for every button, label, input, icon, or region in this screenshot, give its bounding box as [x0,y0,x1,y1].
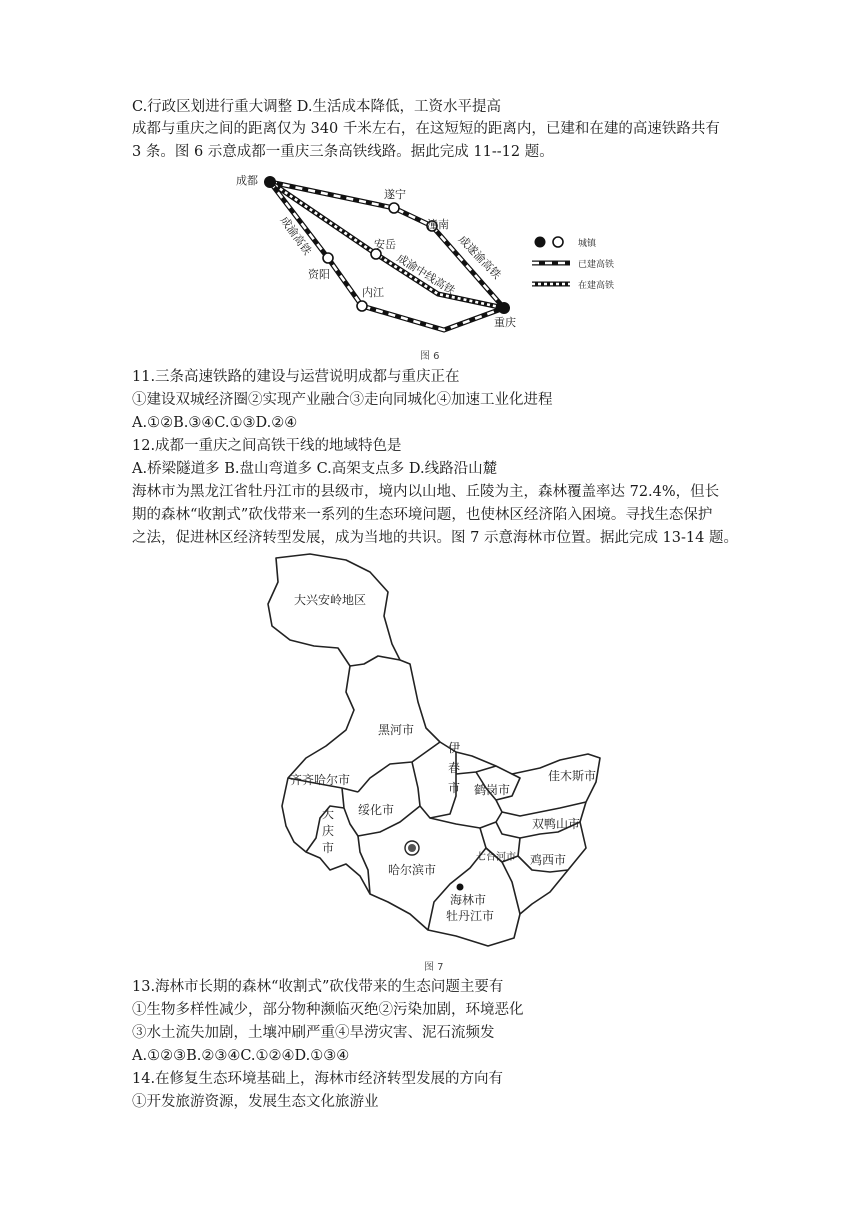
chengdu-label: 成都 [236,174,258,187]
region-label-char: 庆 [322,824,335,838]
chengyu-middle-line-label: 成渝中线高铁 [394,251,458,298]
region-label-char: 春 [448,761,461,775]
region-label-hailin: 海林市 [450,893,487,907]
region-label-yichun [448,741,460,795]
figure-7-caption: 图 7 [424,962,444,973]
region-label-qitaihe: 七台河市 [476,852,516,863]
question-13-items-line-1: ①生物多样性减少，部分物种濒临灭绝②污染加剧，环境恶化 [132,1002,524,1018]
region-label-jiamusi: 佳木斯市 [548,769,597,783]
question-11-stem: 11.三条高速铁路的建设与运营说明成都与重庆正在 [132,369,460,385]
neijiang-label: 内江 [362,286,384,299]
region-label-heihe: 黑河市 [378,723,415,737]
region-label-harbin: 哈尔滨市 [388,863,437,877]
anyue-label: 安岳 [374,238,396,251]
figure-6-legend [532,237,614,292]
neijiang-town-dot [357,301,367,311]
suining-label: 遂宁 [384,188,406,201]
hailin-paragraph-line-3: 之法，促进林区经济转型发展，成为当地的共识。图 7 示意海林市位置。据此完成 13-14 题。 [132,530,738,546]
figure-7-heilongjiang-map [250,552,620,952]
region-label-hegang: 鹤岗市 [474,783,511,797]
chengdu-city-dot [264,176,276,188]
province-outline [268,554,600,946]
question-11-options: A.①②B.③④C.①③D.②④ [132,415,298,431]
question-14-stem: 14.在修复生态环境基础上，海林市经济转型发展的方向有 [132,1071,504,1087]
region-label-char: 大 [322,807,335,821]
question-12-options: A.桥梁隧道多 B.盘山弯道多 C.高架支点多 D.线路沿山麓 [132,461,498,477]
question-11-items: ①建设双城经济圈②实现产业融合③走向同城化④加速工业化进程 [132,392,553,408]
intro-paragraph-line-2: 3 条。图 6 示意成都一重庆三条高铁线路。据此完成 11--12 题。 [132,144,554,160]
region-label-qiqihar: 齐齐哈尔市 [290,773,351,787]
question-13-options: A.①②③B.②③④C.①②④D.①③④ [132,1048,350,1064]
legend-city-dot [535,237,546,248]
region-label-jixi: 鸡西市 [530,853,567,867]
ziyang-label: 资阳 [308,268,330,281]
question-13-stem: 13.海林市长期的森林“收割式”砍伐带来的生态问题主要有 [132,979,504,995]
question-12-stem: 12.成都一重庆之间高铁干线的地域特色是 [132,438,402,454]
harbin-capital-symbol [405,841,419,855]
question-14-item-1: ①开发旅游资源，发展生态文化旅游业 [132,1094,379,1110]
hailin-paragraph-line-1: 海林市为黑龙江省牡丹江市的县级市，境内以山地、丘陵为主，森林覆盖率达 72.4%，但长 [132,484,720,500]
region-label-daqing [322,806,334,855]
legend-town-dot [553,237,563,247]
option-line-c-d: C.行政区划进行重大调整 D.生活成本降低，工资水平提高 [132,99,502,115]
legend-building-label: 在建高铁 [578,281,615,291]
legend-town-label: 城镇 [578,239,597,249]
region-label-char: 伊 [448,741,461,755]
region-label-char: 市 [322,841,335,855]
chongqing-label: 重庆 [494,316,516,329]
hailin-paragraph-line-2: 期的森林“收割式”砍伐带来一系列的生态环境问题，也使林区经济陷入困境。寻找生态保护 [132,507,713,523]
region-label-shuangyashan: 双鸭山市 [532,817,581,831]
region-label-char: 市 [448,781,461,795]
region-label-mudanjiang: 牡丹江市 [446,909,495,923]
intro-paragraph-line-1: 成都与重庆之间的距离仅为 340 千米左右，在这短短的距离内，已建和在建的高速铁路共有 [132,121,720,137]
question-13-items-line-2: ③水土流失加剧，土壤冲刷严重④旱涝灾害、泥石流频发 [132,1025,495,1041]
figure-6-caption: 图 6 [420,351,440,362]
suining-town-dot [389,203,399,213]
tongnan-label: 潼南 [427,218,449,231]
ziyang-town-dot [323,253,333,263]
region-label-daxinganling: 大兴安岭地区 [294,593,367,607]
region-label-suihua: 绥化市 [358,803,395,817]
figure-6-rail-map [222,168,642,368]
chengyu-line-label: 成渝高铁 [277,214,314,258]
chongqing-city-dot [498,302,510,314]
chengsuiyu-line-label: 成遂渝高铁 [455,233,504,282]
hailin-city-dot [457,884,464,891]
legend-built-label: 已建高铁 [578,260,615,270]
